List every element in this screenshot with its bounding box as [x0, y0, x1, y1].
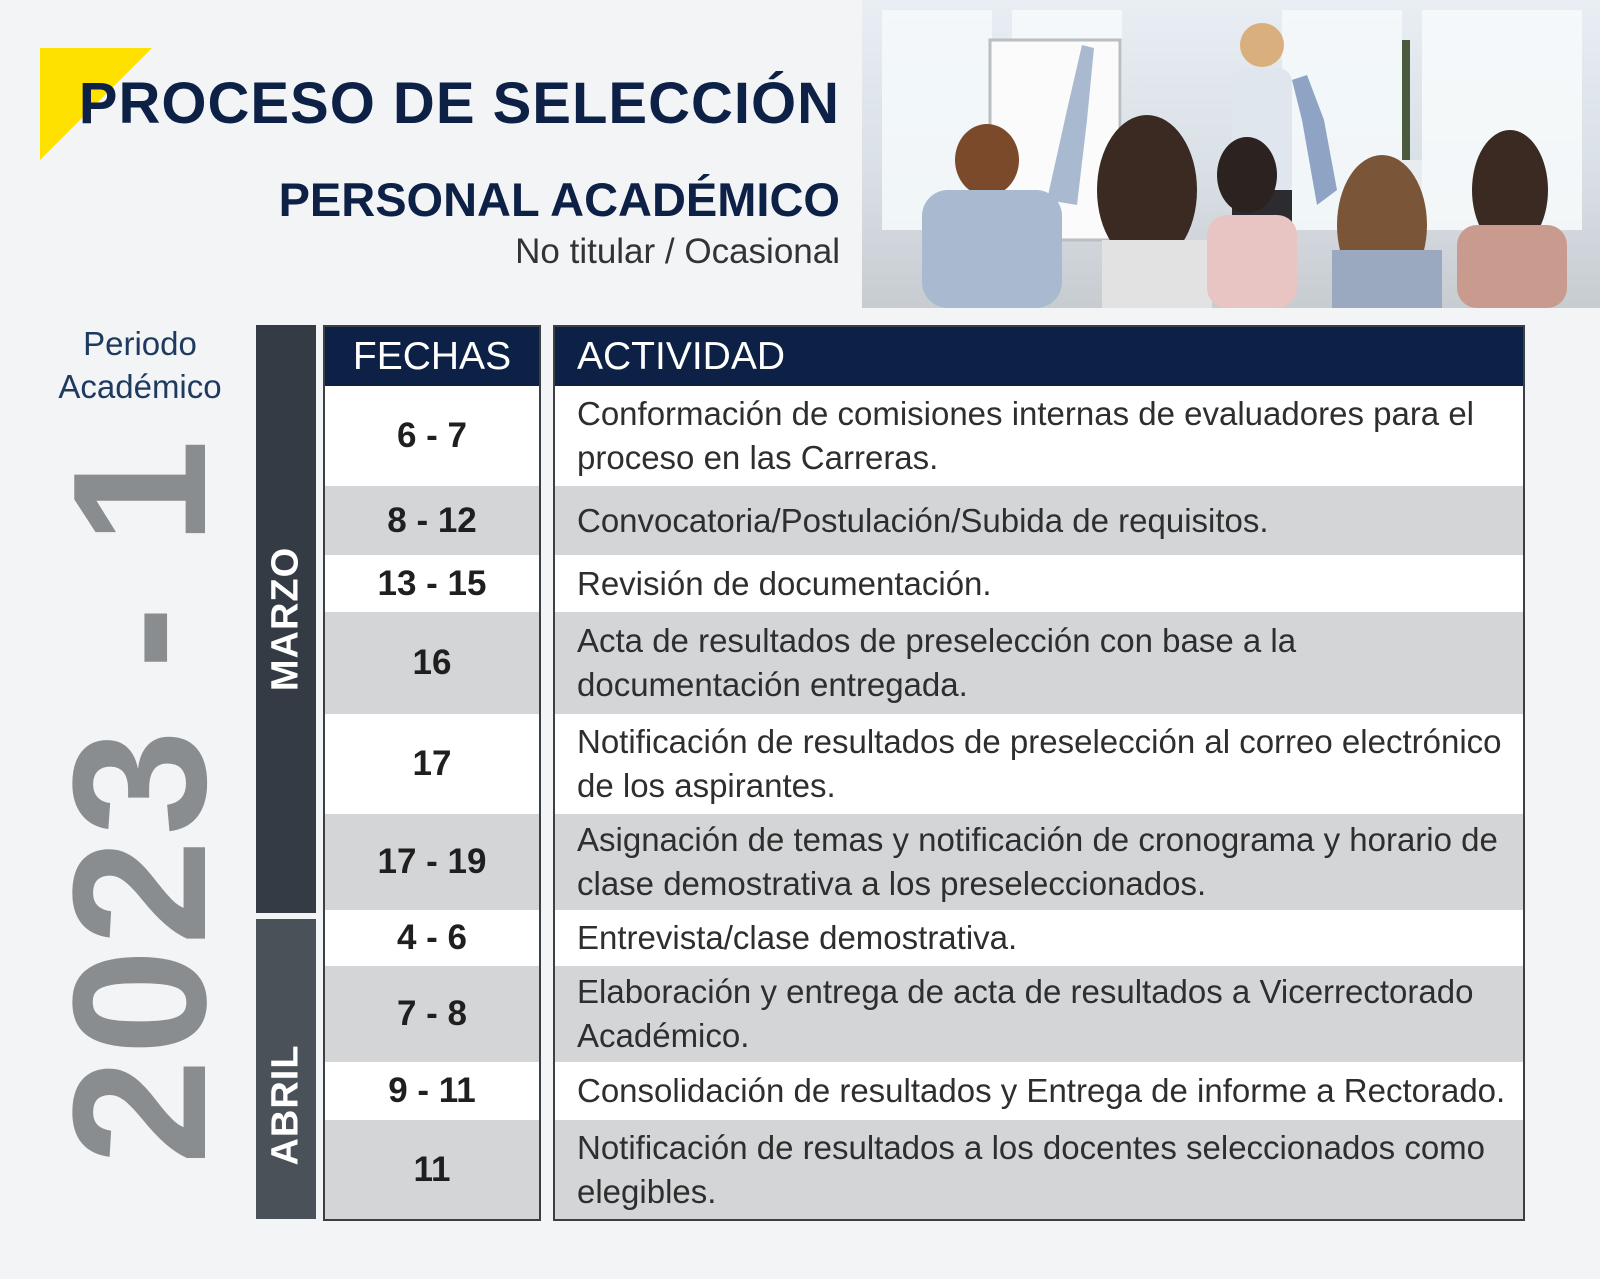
- date-cell: 11: [325, 1120, 539, 1219]
- activity-cell: Asignación de temas y notificación de cronograma y horario de clase demostrativa a los preseleccionados.: [555, 814, 1523, 910]
- academic-year: 2023 - 1: [34, 435, 246, 1165]
- activity-cell: Notificación de resultados a los docentes seleccionados como elegibles.: [555, 1120, 1523, 1219]
- activity-cell: Entrevista/clase demostrativa.: [577, 919, 1018, 956]
- page-title: PROCESO DE SELECCIÓN: [78, 71, 840, 136]
- date-cell: 17 - 19: [325, 814, 539, 910]
- period-label: [40, 322, 240, 408]
- activity-cell: Notificación de resultados de preselección al correo electrónico de los aspirantes.: [577, 723, 1502, 804]
- activity-cell: Convocatoria/Postulación/Subida de requisitos.: [555, 486, 1523, 555]
- month-bar-marzo: [256, 325, 316, 913]
- month-bar-abril: [256, 919, 316, 1219]
- classroom-photo: [862, 0, 1600, 308]
- page-subtitle: PERSONAL ACADÉMICO: [278, 173, 840, 226]
- page-subsubtitle: No titular / Ocasional: [515, 232, 840, 271]
- date-cell: 4 - 6: [396, 918, 468, 957]
- date-cell: 9 - 11: [388, 1071, 476, 1110]
- month-label-abril: ABRIL: [264, 1044, 307, 1166]
- date-cell: 6 - 7: [396, 416, 468, 455]
- date-cell: 17: [412, 744, 452, 783]
- activity-column-header: ACTIVIDAD: [555, 327, 1523, 386]
- academic-year-container: [34, 435, 246, 1165]
- activity-column: [553, 325, 1525, 1221]
- date-cell: 13 - 15: [377, 563, 487, 603]
- period-label-line2: Académico: [58, 368, 222, 405]
- activity-cell: Elaboración y entrega de acta de resultados a Vicerrectorado Académico.: [555, 966, 1523, 1062]
- month-label-marzo: MARZO: [264, 546, 307, 692]
- dates-column-header: FECHAS: [325, 327, 539, 386]
- date-cell: 7 - 8: [325, 966, 539, 1062]
- date-cell: 16: [325, 612, 539, 714]
- dates-column: [323, 325, 541, 1221]
- activity-cell: Revisión de documentación.: [577, 564, 992, 602]
- activity-cell: Acta de resultados de preselección con base a la documentación entregada.: [555, 612, 1523, 714]
- date-cell: 8 - 12: [325, 486, 539, 555]
- period-label-line1: Periodo: [83, 325, 197, 362]
- activity-cell: Consolidación de resultados y Entrega de informe a Rectorado.: [577, 1072, 1506, 1109]
- activity-cell: Conformación de comisiones internas de evaluadores para el proceso en las Carreras.: [577, 395, 1475, 476]
